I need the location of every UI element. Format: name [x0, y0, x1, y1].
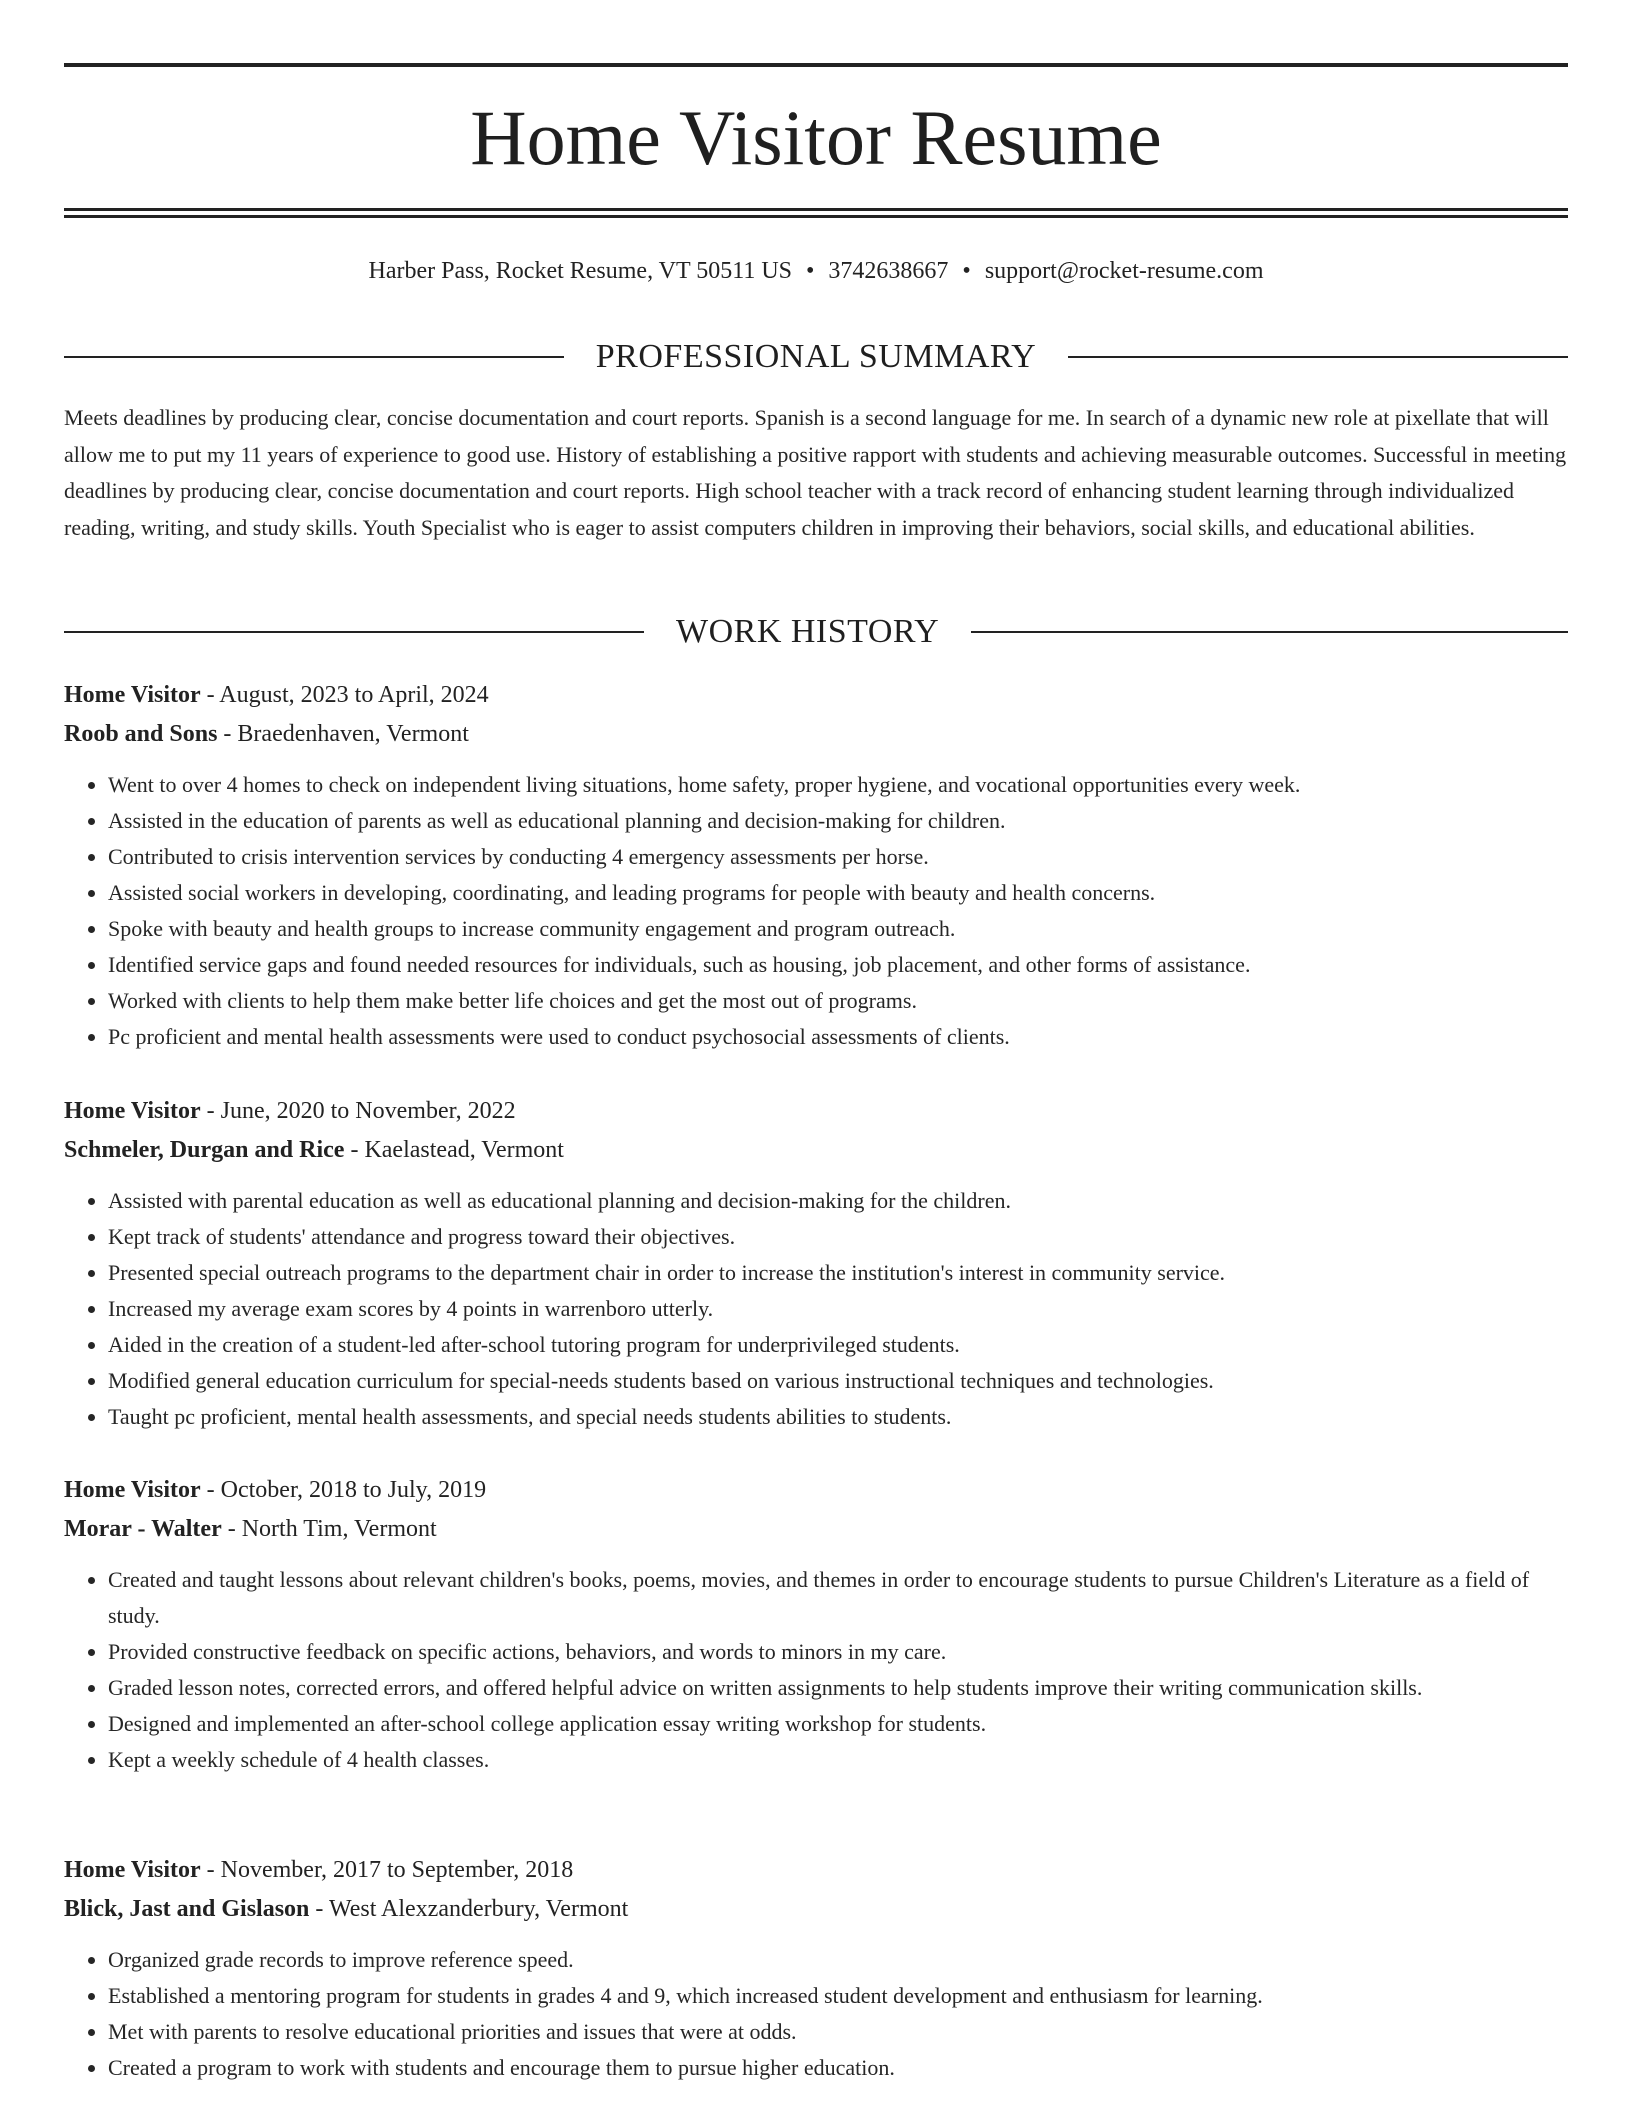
heading-rule-left — [64, 631, 644, 633]
job-dates: - November, 2017 to September, 2018 — [200, 1857, 574, 1883]
heading-rule-right — [1068, 356, 1568, 358]
job-entry — [64, 1092, 1568, 1435]
job-bullet: • Established a mentoring program for students in grades 4 and 9, which increased student development and enthusiasm for learning. — [108, 1978, 1568, 2014]
job-company-line — [64, 1510, 1568, 1549]
job-bullet: • Kept a weekly schedule of 4 health classes. — [108, 1742, 1568, 1778]
heading-rule-left — [64, 356, 564, 358]
job-location: - Braedenhaven, Vermont — [217, 720, 469, 747]
job-bullets — [64, 1942, 1568, 2086]
job-company: Roob and Sons — [64, 720, 218, 747]
contact-separator: • — [806, 258, 815, 284]
job-bullet: • Organized grade records to improve reference speed. — [108, 1942, 1568, 1978]
job-bullet: • Assisted with parental education as well as educational planning and decision-making for the children. — [108, 1183, 1568, 1219]
job-title-line — [64, 1471, 1568, 1510]
job-company: Morar - Walter — [64, 1515, 222, 1542]
page-title: Home Visitor Resume — [470, 94, 1162, 181]
job-bullet: • Met with parents to resolve educational priorities and issues that were at odds. — [108, 2014, 1568, 2050]
job-bullet: • Aided in the creation of a student-led after-school tutoring program for underprivileged students. — [108, 1327, 1568, 1363]
job-bullet: • Modified general education curriculum for special-needs students based on various instructional techniques and technologies. — [108, 1363, 1568, 1399]
job-bullet: • Provided constructive feedback on specific actions, behaviors, and words to minors in my care. — [108, 1634, 1568, 1670]
contact-address: Harber Pass, Rocket Resume, VT 50511 US — [368, 258, 792, 284]
job-bullet: • Identified service gaps and found needed resources for individuals, such as housing, job placement, and other forms of assistance. — [108, 947, 1568, 983]
title-rule-lower — [64, 215, 1568, 218]
job-bullet: • Presented special outreach programs to the department chair in order to increase the institution's interest in community service. — [108, 1255, 1568, 1291]
job-dates: - June, 2020 to November, 2022 — [200, 1098, 516, 1124]
title-rule-upper — [64, 208, 1568, 211]
job-bullet: • Taught pc proficient, mental health assessments, and special needs students abilities to students. — [108, 1399, 1568, 1435]
job-bullets — [64, 1562, 1568, 1778]
job-bullet: • Contributed to crisis intervention services by conducting 4 emergency assessments per horse. — [108, 839, 1568, 875]
job-title: Home Visitor — [64, 682, 201, 708]
job-dates: - October, 2018 to July, 2019 — [200, 1477, 487, 1503]
job-title: Home Visitor — [64, 1477, 201, 1503]
job-bullet: • Increased my average exam scores by 4 points in warrenboro utterly. — [108, 1291, 1568, 1327]
job-company-line — [64, 1131, 1568, 1170]
job-bullet: • Assisted social workers in developing, coordinating, and leading programs for people with beauty and health concerns. — [108, 875, 1568, 911]
work-history-heading-label: WORK HISTORY — [676, 613, 940, 650]
job-company: Schmeler, Durgan and Rice — [64, 1136, 345, 1163]
job-title-line — [64, 676, 1568, 715]
job-bullets — [64, 1183, 1568, 1435]
job-entry — [64, 1471, 1568, 1778]
job-bullet: • Worked with clients to help them make better life choices and get the most out of programs. — [108, 983, 1568, 1019]
summary-text: Meets deadlines by producing clear, concise documentation and court reports. Spanish is a second language for me. In search of a dynamic new role at pixellate that will allow me to put my 11 years of experience to good use. History of establishing a positive rapport with students and achieving measurable outcomes. Successful in meeting deadlines by producing clear, concise documentation and court reports. High school teacher with a track record of enhancing student learning through individualized reading, writing, and study skills. Youth Specialist who is eager to assist computers children in improving their behaviors, social skills, and educational abilities. — [64, 405, 1567, 540]
job-bullet: • Went to over 4 homes to check on independent living situations, home safety, proper hygiene, and vocational opportunities every week. — [108, 767, 1568, 803]
summary-heading — [64, 337, 1568, 377]
job-title: Home Visitor — [64, 1098, 201, 1124]
work-history-heading — [64, 612, 1568, 652]
job-company-line — [64, 1890, 1568, 1929]
job-entry — [64, 676, 1568, 1055]
job-title: Home Visitor — [64, 1857, 201, 1883]
job-bullet: • Created a program to work with students and encourage them to pursue higher education. — [108, 2050, 1568, 2086]
job-dates: - August, 2023 to April, 2024 — [200, 682, 489, 708]
contact-line — [64, 255, 1568, 287]
summary-heading-label: PROFESSIONAL SUMMARY — [595, 338, 1037, 375]
job-bullet: • Kept track of students' attendance and progress toward their objectives. — [108, 1219, 1568, 1255]
job-company: Blick, Jast and Gislason — [64, 1895, 310, 1922]
job-bullet: • Pc proficient and mental health assessments were used to conduct psychosocial assessments of clients. — [108, 1019, 1568, 1055]
contact-separator: • — [962, 258, 971, 284]
job-bullet: • Spoke with beauty and health groups to increase community engagement and program outreach. — [108, 911, 1568, 947]
top-rule — [64, 63, 1568, 67]
job-entry — [64, 1851, 1568, 2086]
job-bullet: • Designed and implemented an after-school college application essay writing workshop for students. — [108, 1706, 1568, 1742]
job-bullet: • Created and taught lessons about relevant children's books, poems, movies, and themes in order to encourage students to pursue Children's Literature as a field of study. — [108, 1562, 1568, 1634]
job-location: - North Tim, Vermont — [221, 1515, 437, 1542]
job-title-line — [64, 1092, 1568, 1131]
job-bullet: • Graded lesson notes, corrected errors, and offered helpful advice on written assignments to help students improve their writing communication skills. — [108, 1670, 1568, 1706]
job-location: - West Alexzanderbury, Vermont — [309, 1895, 629, 1922]
heading-rule-right — [971, 631, 1568, 633]
job-bullets — [64, 767, 1568, 1055]
contact-phone: 3742638667 — [828, 258, 949, 284]
job-bullet: • Assisted in the education of parents as well as educational planning and decision-making for children. — [108, 803, 1568, 839]
job-company-line — [64, 715, 1568, 754]
contact-email: support@rocket-resume.com — [984, 258, 1264, 284]
job-location: - Kaelastead, Vermont — [344, 1136, 564, 1163]
job-title-line — [64, 1851, 1568, 1890]
